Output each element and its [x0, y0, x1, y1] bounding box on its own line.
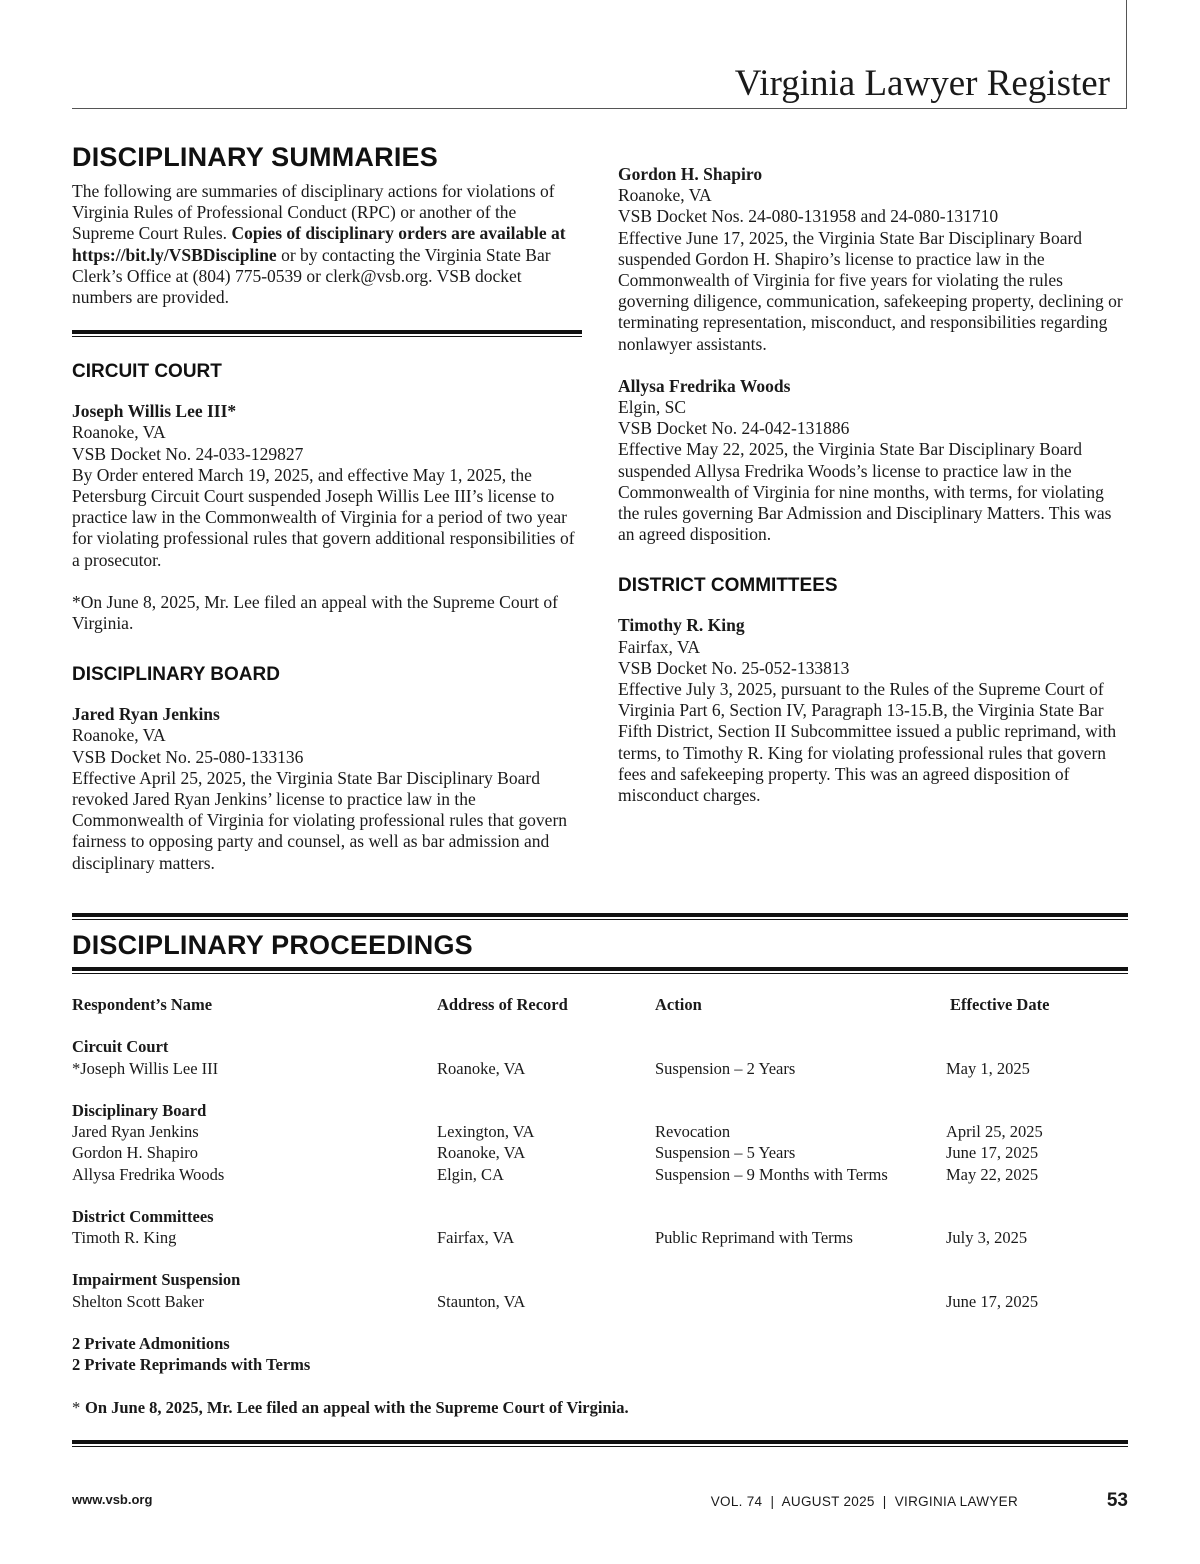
board-entry: [618, 376, 1128, 546]
summary-text: Effective July 3, 2025, pursuant to the Rules of the Supreme Court of Virginia Part 6, Section IV, Paragraph 13-15.B, the Virginia State Bar Fifth District, Section II Subcommittee issued a public reprimand, with terms, to Timothy R. King for violating professional rules that govern fees and safekeeping property. This was an agreed disposition of misconduct charges.: [618, 679, 1117, 806]
table-row: Shelton Scott Baker Staunton, VA June 17, 2025: [72, 1291, 1039, 1311]
docket-number: VSB Docket Nos. 24-080-131958 and 24-080-131710: [618, 206, 999, 227]
summary-text: By Order entered March 19, 2025, and effective May 1, 2025, the Petersburg Circuit Court suspended Joseph Willis Lee III’s license to practice law in the Commonwealth of Virginia for a period of two year for violating professional rules that govern additional responsibilities of a prosecutor.: [72, 464, 575, 570]
respondent-name: Jared Ryan Jenkins: [72, 704, 220, 725]
respondent-location: Roanoke, VA: [618, 185, 712, 206]
summaries-title: DISCIPLINARY SUMMARIES: [72, 142, 438, 172]
table-row: Allysa Fredrika Woods Elgin, CA Suspension – 9 Months with Terms May 22, 2025: [72, 1164, 1039, 1184]
respondent-name: Joseph Willis Lee III*: [72, 401, 237, 422]
summary-text: Effective April 25, 2025, the Virginia State Bar Disciplinary Board revoked Jared Ryan Jenkins’ license to practice law in the Commonwealth of Virginia for violating professional rules that govern fairness to opposing party and counsel, as well as bar admission and disciplinary matters.: [72, 767, 568, 873]
respondent-location: Fairfax, VA: [618, 636, 700, 657]
district-committees-heading: DISTRICT COMMITTEES: [618, 575, 838, 597]
docket-number: VSB Docket No. 25-052-133813: [618, 657, 850, 678]
header-vertical-rule: [1126, 0, 1127, 108]
circuit-court-heading: CIRCUIT COURT: [72, 361, 222, 383]
section-divider: [72, 967, 1128, 974]
private-reprimands: 2 Private Reprimands with Terms: [72, 1355, 311, 1375]
respondent-name: Allysa Fredrika Woods: [618, 375, 791, 396]
column-header: Effective Date: [950, 995, 1050, 1014]
summaries-intro: [72, 181, 582, 308]
district-entry: [618, 615, 1128, 806]
table-row: Jared Ryan Jenkins Lexington, VA Revocation April 25, 2025: [72, 1122, 1043, 1142]
table-row: *Joseph Willis Lee III Roanoke, VA Suspension – 2 Years May 1, 2025: [72, 1058, 1030, 1078]
docket-number: VSB Docket No. 25-080-133136: [72, 746, 304, 767]
respondent-location: Elgin, SC: [618, 397, 687, 418]
table-group-label: District Committees: [72, 1206, 214, 1226]
docket-number: VSB Docket No. 24-042-131886: [618, 418, 850, 439]
column-header: Address of Record: [437, 995, 568, 1014]
respondent-name: Timothy R. King: [618, 615, 745, 636]
summary-text: Effective June 17, 2025, the Virginia State Bar Disciplinary Board suspended Gordon H. Shapiro’s license to practice law in the Commonwealth of Virginia for five years for violating the rules governing diligence, communication, safekeeping property, declining or terminating representation, misconduct, and responsibilities regarding nonlawyer assistants.: [618, 227, 1123, 354]
page-footer: [72, 1440, 1128, 1511]
docket-number: VSB Docket No. 24-033-129827: [72, 443, 304, 464]
footnote-text: On June 8, 2025, Mr. Lee filed an appeal with the Supreme Court of Virginia.: [85, 1397, 629, 1417]
board-entry: [72, 704, 582, 874]
summary-text: Effective May 22, 2025, the Virginia State Bar Disciplinary Board suspended Allysa Fredrika Woods’s license to practice law in the Commonwealth of Virginia for nine months, with terms, for violating the rules governing Bar Admission and Disciplinary Matters. This was an agreed disposition.: [618, 439, 1112, 545]
table-group-label: Disciplinary Board: [72, 1100, 207, 1120]
section-divider: [72, 913, 1128, 920]
proceedings-section: [72, 913, 1128, 1418]
column-header: Respondent’s Name: [72, 995, 213, 1014]
table-group-label: Impairment Suspension: [72, 1270, 241, 1290]
proceedings-table: [72, 994, 1128, 1418]
table-row: Timoth R. King Fairfax, VA Public Reprimand with Terms July 3, 2025: [72, 1228, 1028, 1248]
page-number: 53: [1106, 1490, 1128, 1511]
disciplinary-board-heading: DISCIPLINARY BOARD: [72, 664, 280, 686]
publication-title: Virginia Lawyer Register: [734, 63, 1110, 104]
left-column: [72, 142, 582, 874]
intro-text-1: The following are summaries of disciplinary actions for violations of Virginia Rules of Professional Conduct (RPC) or another of the Supreme Court Rules.: [72, 181, 555, 244]
circuit-court-entry: [72, 401, 582, 571]
board-entry: [618, 164, 1128, 355]
footer-site-link[interactable]: www.vsb.org: [72, 1492, 153, 1507]
proceedings-title: DISCIPLINARY PROCEEDINGS: [72, 930, 473, 960]
table-footnote: [72, 1397, 1128, 1418]
intro-text-2: or by contacting the Virginia State Bar Clerk’s Office at (804) 775-0539 or clerk@vsb.org. VSB docket numbers are provided.: [72, 244, 551, 308]
column-header: Action: [655, 995, 702, 1014]
respondent-name: Gordon H. Shapiro: [618, 164, 763, 184]
private-admonitions: 2 Private Admonitions: [72, 1334, 230, 1353]
header-rule: [72, 108, 1127, 109]
footer-divider: [72, 1440, 1128, 1447]
table-header-row: [72, 994, 1128, 1015]
table-group-label: Circuit Court: [72, 1037, 169, 1057]
respondent-location: Roanoke, VA: [72, 725, 166, 746]
footnote-mark: *: [72, 1397, 81, 1417]
appeal-note: *On June 8, 2025, Mr. Lee filed an appeal with the Supreme Court of Virginia.: [72, 591, 559, 634]
intro-link-text[interactable]: Copies of disciplinary orders are available at https://bit.ly/VSBDiscipline: [72, 223, 566, 265]
table-row: Gordon H. Shapiro Roanoke, VA Suspension – 5 Years June 17, 2025: [72, 1143, 1039, 1163]
section-divider: [72, 330, 582, 337]
respondent-location: Roanoke, VA: [72, 422, 166, 443]
right-column: [618, 164, 1128, 806]
footer-issue: VOL. 74 | AUGUST 2025 | VIRGINIA LAWYER: [710, 1494, 1018, 1509]
